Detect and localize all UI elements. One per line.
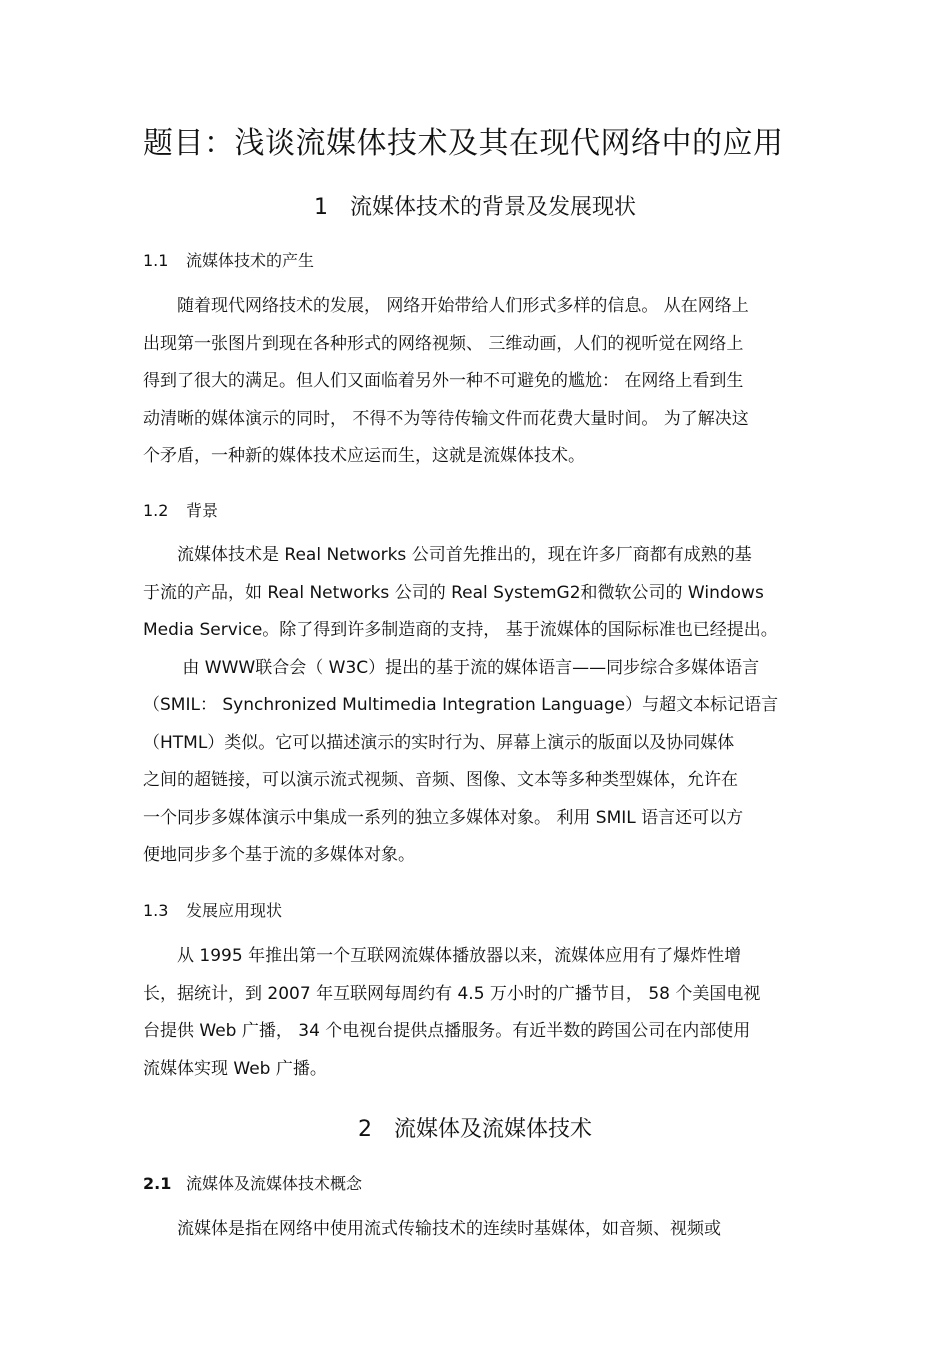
paragraph bbox=[143, 1211, 801, 1249]
text-line: 得到了很大的满足。但人们又面临着另外一种不可避免的尴尬： 在网络上看到生 bbox=[143, 371, 744, 391]
subsection-title: 背景 bbox=[186, 501, 219, 520]
text-line: （SMIL： Synchronized Multimedia Integration Language）与超文本标记语言 bbox=[143, 695, 779, 715]
text-line: 随着现代网络技术的发展， 网络开始带给人们形式多样的信息。 从在网络上 bbox=[143, 296, 749, 316]
subsection-heading bbox=[143, 898, 282, 921]
subsection-title: 流媒体及流媒体技术概念 bbox=[186, 1174, 363, 1193]
subsection-number: 1.2 bbox=[143, 501, 169, 520]
text-line: 台提供 Web 广播， 34 个电视台提供点播服务。有近半数的跨国公司在内部使用 bbox=[143, 1021, 751, 1041]
section-heading bbox=[0, 190, 950, 221]
section-title: 流媒体及流媒体技术 bbox=[393, 1117, 592, 1142]
text-line: 长，据统计，到 2007 年互联网每周约有 4.5 万小时的广播节目， 58 个美国电视 bbox=[143, 983, 761, 1004]
subsection-title: 流媒体技术的产生 bbox=[186, 251, 315, 270]
text-line: 动清晰的媒体演示的同时， 不得不为等待传输文件而花费大量时间。 为了解决这 bbox=[143, 408, 749, 429]
paragraph bbox=[143, 938, 801, 1088]
subsection-heading bbox=[143, 498, 218, 521]
section-title: 流媒体技术的背景及发展现状 bbox=[349, 195, 636, 220]
text-line: 之间的超链接，可以演示流式视频、音频、图像、文本等多种类型媒体，允许在 bbox=[143, 770, 738, 790]
subsection-number: 1.1 bbox=[143, 251, 169, 270]
paragraph bbox=[143, 537, 801, 875]
text-line: 个矛盾，一种新的媒体技术应运而生，这就是流媒体技术。 bbox=[143, 446, 585, 466]
text-line: 于流的产品，如 Real Networks 公司的 Real SystemG2和微软公司的 Windows bbox=[143, 582, 764, 603]
subsection-heading bbox=[143, 248, 314, 271]
text-line: （HTML）类似。它可以描述演示的实时行为、屏幕上演示的版面以及协同媒体 bbox=[143, 732, 735, 753]
section-number: 1 bbox=[313, 195, 328, 220]
text-line: 便地同步多个基于流的多媒体对象。 bbox=[143, 845, 415, 865]
text-line: 出现第一张图片到现在各种形式的网络视频、 三维动画，人们的视听觉在网络上 bbox=[143, 333, 744, 354]
section-heading bbox=[0, 1112, 950, 1143]
subsection-number: 1.3 bbox=[143, 901, 169, 920]
text-line: 流媒体技术是 Real Networks 公司首先推出的，现在许多厂商都有成熟的基 bbox=[143, 545, 752, 565]
text-line: 由 WWW联合会（ W3C）提出的基于流的媒体语言——同步综合多媒体语言 bbox=[143, 657, 760, 678]
text-line: 一个同步多媒体演示中集成一系列的独立多媒体对象。 利用 SMIL 语言还可以方 bbox=[143, 807, 744, 828]
subsection-title: 发展应用现状 bbox=[186, 901, 283, 920]
subsection-number: 2.1 bbox=[143, 1174, 172, 1193]
text-line: 从 1995 年推出第一个互联网流媒体播放器以来，流媒体应用有了爆炸性增 bbox=[143, 946, 742, 966]
text-line: Media Service。除了得到许多制造商的支持， 基于流媒体的国际标准也已经提出。 bbox=[143, 620, 778, 640]
text-line: 流媒体是指在网络中使用流式传输技术的连续时基媒体，如音频、视频或 bbox=[143, 1219, 721, 1239]
paragraph bbox=[143, 288, 801, 476]
document-title: 题目：浅谈流媒体技术及其在现代网络中的应用 bbox=[143, 126, 784, 161]
section-number: 2 bbox=[357, 1117, 372, 1142]
subsection-heading bbox=[143, 1171, 362, 1194]
text-line: 流媒体实现 Web 广播。 bbox=[143, 1058, 327, 1079]
